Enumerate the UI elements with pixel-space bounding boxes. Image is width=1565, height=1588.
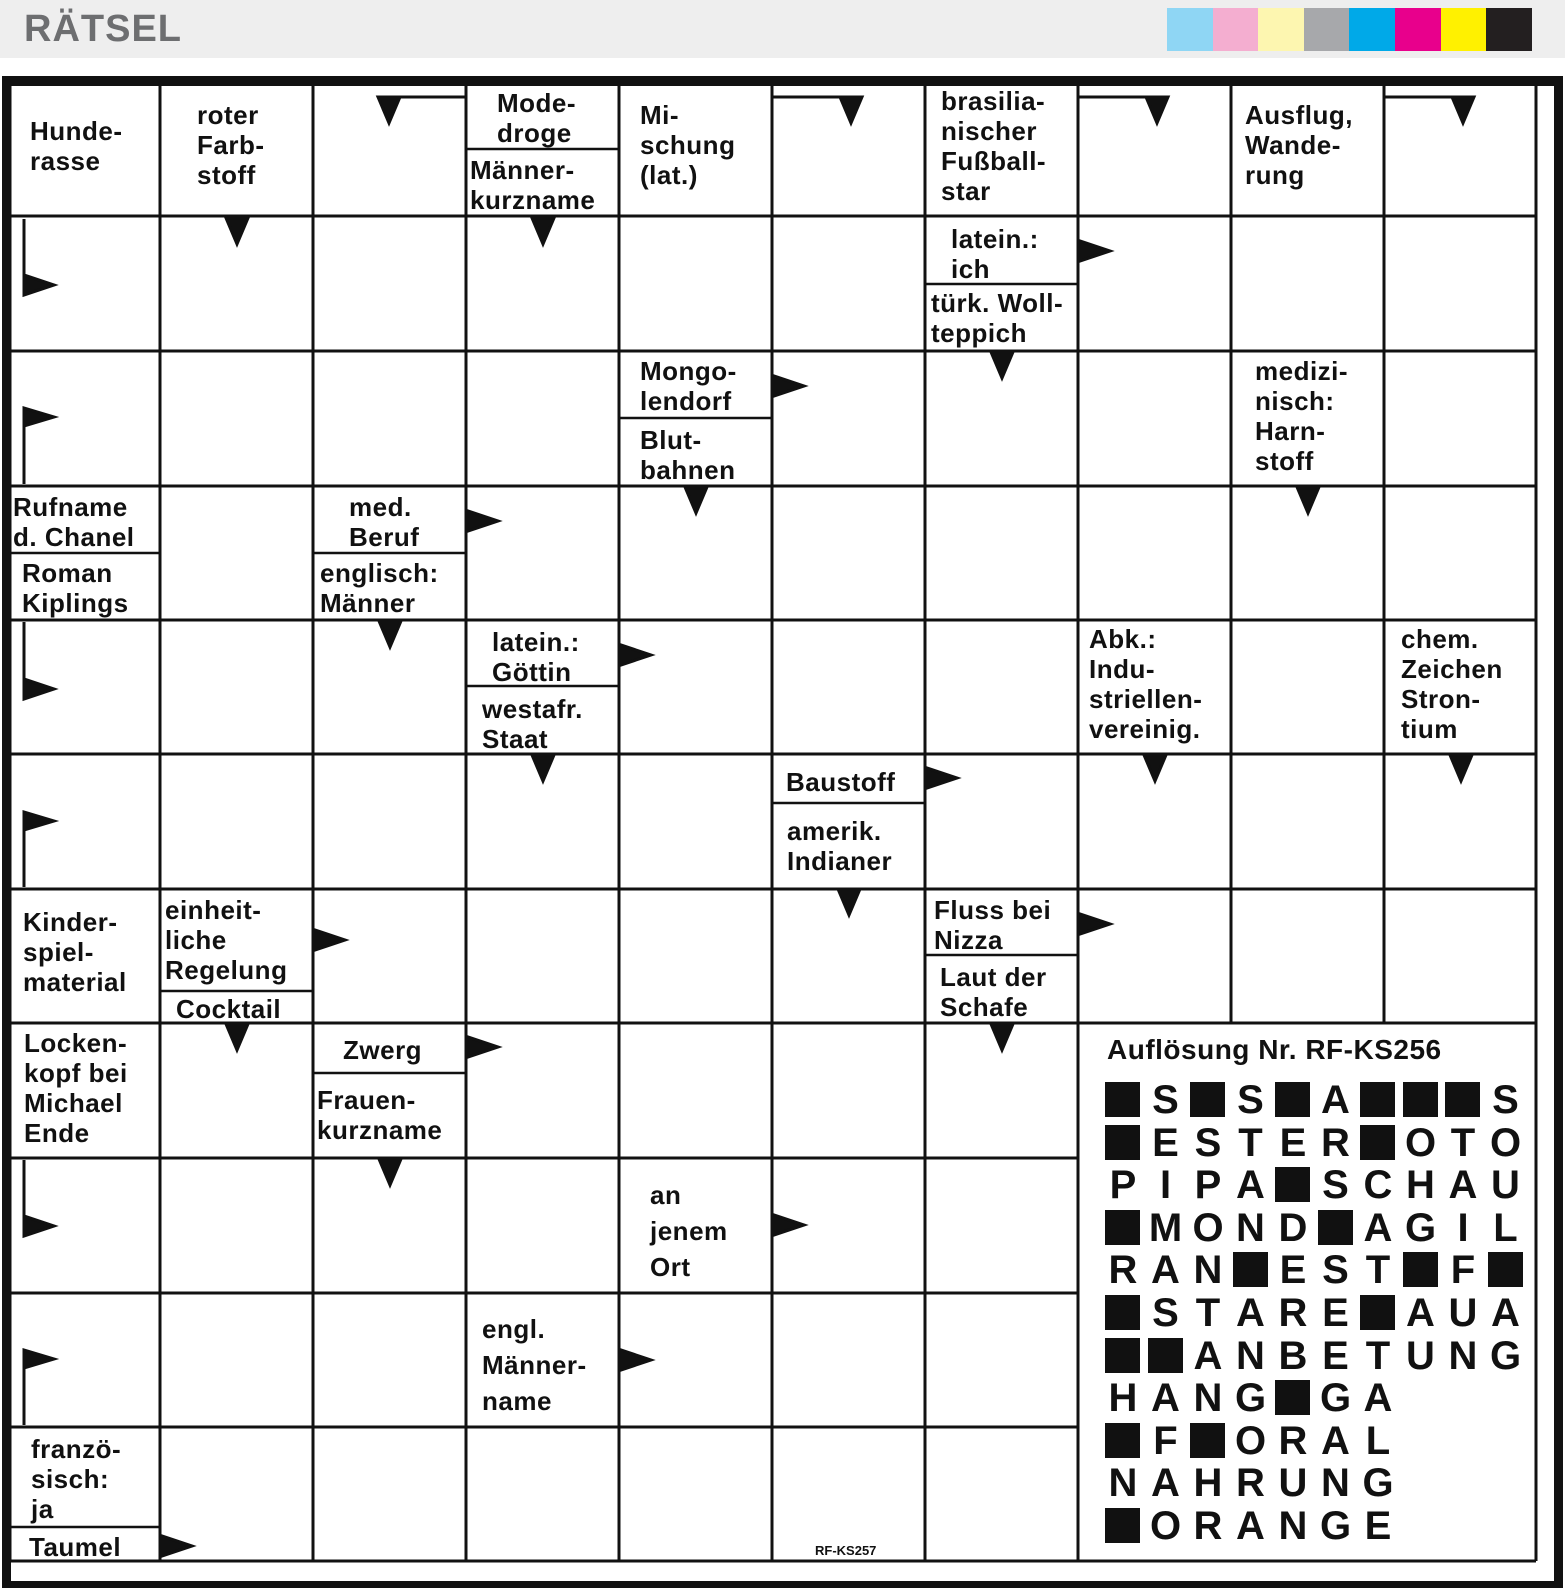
solution-letter: O: [1404, 1120, 1437, 1165]
solution-letter: U: [1406, 1333, 1435, 1378]
solution-letter: H: [1193, 1461, 1223, 1506]
solution-letter: G: [1404, 1205, 1437, 1250]
solution-letter: N: [1321, 1461, 1350, 1506]
clue-rufname-chanel: Rufname d. Chanel: [13, 492, 135, 553]
solution-letter: I: [1159, 1163, 1172, 1208]
clue-maennerkurzname: Männer- kurzname: [470, 155, 596, 216]
solution-letter: A: [1363, 1376, 1393, 1421]
solution-letter: A: [1151, 1248, 1180, 1293]
solution-letter: P: [1194, 1163, 1222, 1208]
solution-letter: S: [1152, 1078, 1179, 1122]
color-swatch: [1441, 8, 1487, 51]
solution-letter: B: [1278, 1333, 1308, 1378]
solution-letter: R: [1278, 1291, 1308, 1335]
solution-black-square: [1360, 1082, 1395, 1117]
clue-fussballstar: brasilia- nischer Fußball- star: [941, 86, 1047, 207]
solution-black-square: [1105, 1423, 1140, 1458]
clue-roman-kiplings: Roman Kiplings: [22, 558, 129, 619]
solution-letter: N: [1108, 1461, 1138, 1506]
solution-letter: R: [1278, 1418, 1308, 1463]
solution-black-square: [1275, 1082, 1310, 1117]
solution-letter: S: [1194, 1120, 1222, 1165]
solution-letter: P: [1109, 1163, 1137, 1208]
clue-wollteppich: türk. Woll- teppich: [931, 288, 1064, 349]
clue-franzoesisch-ja: franzö- sisch: ja: [31, 1434, 122, 1525]
solution-black-square: [1233, 1252, 1268, 1287]
solution-letter: G: [1362, 1461, 1394, 1506]
solution-letter: G: [1234, 1376, 1267, 1421]
clue-industriellenvereinigung: Abk.: Indu- striellen- vereinig.: [1089, 624, 1203, 745]
solution-black-square: [1275, 1167, 1310, 1202]
solution-black-square: [1105, 1082, 1140, 1117]
solution-letter: T: [1238, 1120, 1263, 1165]
solution-letter: O: [1149, 1504, 1182, 1548]
solution-letter: N: [1193, 1376, 1223, 1421]
clue-latein-goettin: latein.: Göttin: [492, 627, 580, 688]
solution-letter: C: [1363, 1163, 1393, 1208]
solution-letter: U: [1278, 1461, 1308, 1506]
solution-letter: R: [1236, 1461, 1265, 1506]
solution-letter: O: [1192, 1205, 1224, 1250]
solution-letter: G: [1489, 1333, 1522, 1378]
clue-strontium: chem. Zeichen Stron- tium: [1401, 624, 1503, 745]
solution-black-square: [1360, 1125, 1395, 1160]
solution-letter: R: [1321, 1120, 1350, 1165]
solution-letter: N: [1236, 1205, 1265, 1250]
solution-letter: A: [1321, 1078, 1350, 1122]
clue-einheitliche-regelung: einheit- liche Regelung: [165, 895, 288, 986]
clue-modedroge: Mode- droge: [497, 88, 577, 149]
solution-black-square: [1105, 1508, 1140, 1543]
solution-letter: A: [1491, 1291, 1520, 1335]
solution-black-square: [1105, 1338, 1140, 1373]
solution-letter: A: [1406, 1291, 1435, 1335]
clue-harnstoff: medizi- nisch: Harn- stoff: [1255, 356, 1349, 477]
solution-black-square: [1403, 1082, 1438, 1117]
solution-letter: H: [1406, 1163, 1435, 1208]
solution-letter: E: [1364, 1504, 1392, 1548]
solution-letter: L: [1365, 1418, 1391, 1463]
solution-letter: E: [1279, 1120, 1307, 1165]
solution-black-square: [1445, 1082, 1480, 1117]
solution-letter: A: [1193, 1333, 1223, 1378]
solution-letter: E: [1322, 1333, 1349, 1378]
solution-black-square: [1275, 1380, 1310, 1415]
clue-mongolendorf: Mongo- lendorf: [640, 356, 737, 417]
color-swatch: [1395, 8, 1441, 51]
solution-letter: U: [1448, 1291, 1478, 1335]
clue-zwerg: Zwerg: [343, 1035, 423, 1065]
solution-letter: U: [1491, 1163, 1520, 1208]
clue-laut-schafe: Laut der Schafe: [940, 962, 1047, 1023]
clue-westafr-staat: westafr. Staat: [482, 694, 583, 755]
solution-title: Auflösung Nr. RF-KS256: [1107, 1034, 1442, 1065]
solution-letter: M: [1148, 1205, 1183, 1250]
clue-latein-ich: latein.: ich: [951, 224, 1039, 285]
solution-letter: G: [1319, 1376, 1352, 1421]
clue-kinderspielmaterial: Kinder- spiel- material: [23, 907, 127, 998]
solution-letter: A: [1236, 1163, 1265, 1208]
color-swatch: [1304, 8, 1350, 51]
puzzle-code: RF-KS257: [815, 1543, 877, 1558]
solution-letter: F: [1153, 1418, 1178, 1463]
solution-black-square: [1190, 1082, 1225, 1117]
solution-letter: T: [1365, 1333, 1391, 1378]
solution-letter: A: [1151, 1461, 1180, 1506]
solution-black-square: [1318, 1210, 1353, 1245]
solution-black-square: [1105, 1295, 1140, 1330]
solution-black-square: [1105, 1125, 1140, 1160]
solution-letter: T: [1195, 1291, 1221, 1335]
clue-roter-farbstoff: roter Farb- stoff: [197, 100, 265, 191]
solution-letter: S: [1322, 1163, 1349, 1208]
clue-lockenkopf: Locken- kopf bei Michael Ende: [24, 1028, 128, 1149]
solution-letter: A: [1236, 1291, 1265, 1335]
solution-letter: T: [1365, 1248, 1391, 1293]
solution-letter: F: [1450, 1248, 1476, 1293]
clue-frauenkurzname: Frauen- kurzname: [317, 1085, 443, 1146]
solution-black-square: [1488, 1252, 1523, 1287]
solution-letter: A: [1363, 1205, 1393, 1250]
solution-black-square: [1403, 1252, 1438, 1287]
solution-letter: R: [1108, 1248, 1138, 1293]
clue-engl-maennername: engl. Männer- name: [482, 1314, 587, 1416]
solution-letter: S: [1322, 1248, 1349, 1293]
clue-englisch-maenner: englisch: Männer: [320, 558, 439, 619]
clue-ausflug: Ausflug, Wande- rung: [1245, 100, 1353, 191]
clue-cocktail: Cocktail: [176, 994, 282, 1024]
solution-letter: N: [1278, 1504, 1308, 1548]
page-title: RÄTSEL: [24, 8, 182, 50]
clue-amerik-indianer: amerik. Indianer: [787, 816, 893, 877]
solution-letter: A: [1151, 1376, 1180, 1421]
solution-letter: D: [1278, 1205, 1308, 1250]
clue-med-beruf: med. Beruf: [349, 492, 420, 553]
solution-letter: A: [1321, 1418, 1350, 1463]
color-swatch: [1486, 8, 1532, 51]
clue-baustoff: Baustoff: [786, 767, 896, 797]
solution-letter: E: [1279, 1248, 1307, 1293]
solution-letter: N: [1448, 1333, 1478, 1378]
solution-black-square: [1148, 1338, 1183, 1373]
color-swatch: [1213, 8, 1259, 51]
clue-taumel: Taumel: [29, 1532, 122, 1562]
clue-an-jenem-ort: an jenem Ort: [650, 1180, 728, 1282]
solution-letter: S: [1492, 1078, 1519, 1122]
clue-hunderasse: Hunde- rasse: [30, 116, 123, 177]
solution-letter: T: [1450, 1120, 1476, 1165]
solution-letter: I: [1457, 1205, 1469, 1250]
solution-black-square: [1105, 1210, 1140, 1245]
page-header: [0, 0, 1565, 58]
solution-letter: N: [1236, 1333, 1265, 1378]
color-swatch: [1349, 8, 1395, 51]
solution-letter: R: [1193, 1504, 1223, 1548]
solution-letter: E: [1152, 1120, 1179, 1165]
solution-letter: A: [1236, 1504, 1265, 1548]
color-swatch: [1167, 8, 1213, 51]
solution-letter: N: [1193, 1248, 1223, 1293]
clue-fluss-nizza: Fluss bei Nizza: [934, 895, 1052, 956]
color-swatch: [1258, 8, 1304, 51]
solution-black-square: [1190, 1423, 1225, 1458]
solution-letter: S: [1152, 1291, 1179, 1335]
solution-letter: G: [1319, 1504, 1352, 1548]
solution-letter: O: [1489, 1120, 1522, 1165]
clue-blutbahnen: Blut- bahnen: [640, 425, 736, 486]
solution-letter: O: [1234, 1418, 1267, 1463]
solution-black-square: [1360, 1295, 1395, 1330]
solution-letter: E: [1322, 1291, 1349, 1335]
clue-mischung: Mi- schung (lat.): [640, 100, 736, 191]
solution-letter: S: [1237, 1078, 1264, 1122]
solution-letter: H: [1108, 1376, 1138, 1421]
solution-letter: L: [1493, 1205, 1518, 1250]
solution-letter: A: [1448, 1163, 1478, 1208]
